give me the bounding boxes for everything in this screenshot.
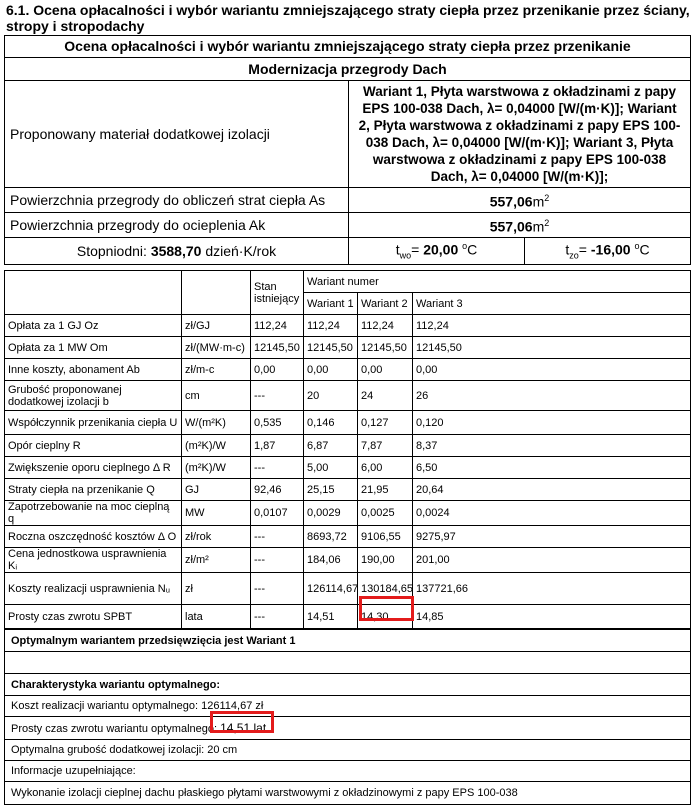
header-existing: Stan istniejący bbox=[251, 271, 304, 315]
row-unit: GJ bbox=[182, 479, 251, 501]
row-unit: MW bbox=[182, 501, 251, 526]
optimal-cost: Koszt realizacji wariantu optymalnego: 126114,67 zł bbox=[5, 696, 691, 717]
row-variant-1: 112,24 bbox=[304, 315, 358, 337]
row-variant-1: 184,06 bbox=[304, 548, 358, 573]
row-label: Zapotrzebowanie na moc cieplną q bbox=[5, 501, 182, 526]
row-unit: zł/GJ bbox=[182, 315, 251, 337]
row-variant-3: 0,00 bbox=[413, 359, 691, 381]
table-row bbox=[5, 605, 691, 629]
summary-table bbox=[4, 35, 691, 265]
row-variant-3: 137721,66 bbox=[413, 573, 691, 605]
row-variant-2: 24 bbox=[358, 381, 413, 411]
row-variant-2: 6,00 bbox=[358, 457, 413, 479]
row-existing: --- bbox=[251, 381, 304, 411]
row-existing: --- bbox=[251, 526, 304, 548]
row-variant-1: 126114,67 bbox=[304, 573, 358, 605]
row-variant-1: 0,00 bbox=[304, 359, 358, 381]
header-empty bbox=[5, 271, 182, 315]
row-label: Grubość proponowanej dodatkowej izolacji b bbox=[5, 381, 182, 411]
row-variant-1: 5,00 bbox=[304, 457, 358, 479]
material-label: Proponowany materiał dodatkowej izolacji bbox=[5, 81, 349, 188]
row-variant-1: 0,0029 bbox=[304, 501, 358, 526]
info-label: Informacje uzupełniające: bbox=[5, 761, 691, 782]
row-existing: 112,24 bbox=[251, 315, 304, 337]
highlight-optimal-payback bbox=[210, 711, 274, 733]
optimal-variant: Optymalnym wariantem przedsięwzięcia jest Wariant 1 bbox=[5, 630, 691, 652]
row-label: Cena jednostkowa usprawnienia Kᵢ bbox=[5, 548, 182, 573]
row-variant-2: 7,87 bbox=[358, 435, 413, 457]
result-table bbox=[4, 629, 691, 805]
table-row bbox=[5, 573, 691, 605]
row-unit: zł bbox=[182, 573, 251, 605]
temp-inside: $t_{wo}= 20,00$ $^o$C bbox=[349, 238, 525, 265]
table-row bbox=[5, 381, 691, 411]
row-variant-2: 0,127 bbox=[358, 411, 413, 435]
row-unit: zł/(MW·m-c) bbox=[182, 337, 251, 359]
table-row bbox=[5, 411, 691, 435]
area-as-value: $557,06m^2$ bbox=[349, 188, 691, 213]
row-variant-3: 9275,97 bbox=[413, 526, 691, 548]
row-label: Opór cieplny R bbox=[5, 435, 182, 457]
table-row bbox=[5, 359, 691, 381]
row-label: Inne koszty, abonament Ab bbox=[5, 359, 182, 381]
table-row bbox=[5, 548, 691, 573]
row-existing: 12145,50 bbox=[251, 337, 304, 359]
area-ak-value: $557,06m^2$ bbox=[349, 213, 691, 238]
row-unit: (m²K)/W bbox=[182, 435, 251, 457]
row-existing: --- bbox=[251, 573, 304, 605]
row-variant-3: 0,0024 bbox=[413, 501, 691, 526]
empty-row bbox=[5, 652, 691, 674]
section-heading: 6.1. Ocena opłacalności i wybór wariantu zmniejszającego straty ciepła przez przenikanie przez ściany, stropy i stropodachy bbox=[6, 2, 690, 34]
row-existing: 92,46 bbox=[251, 479, 304, 501]
highlight-variant2-spbt bbox=[359, 596, 414, 621]
table-row bbox=[5, 479, 691, 501]
row-existing: 0,535 bbox=[251, 411, 304, 435]
temp-outside: $t_{zo}= -16,00$ $^o$C bbox=[525, 238, 691, 265]
optimal-thickness: Optymalna grubość dodatkowej izolacji: 20 cm bbox=[5, 740, 691, 761]
row-unit: zł/m² bbox=[182, 548, 251, 573]
row-variant-2: 130184,65 bbox=[358, 573, 413, 605]
header-variant-2: Wariant 2 bbox=[358, 293, 413, 315]
row-variant-3: 6,50 bbox=[413, 457, 691, 479]
table-row bbox=[5, 457, 691, 479]
row-variant-1: 20 bbox=[304, 381, 358, 411]
payback-value: 14,51 lat bbox=[220, 721, 267, 735]
variants-table bbox=[4, 270, 691, 629]
char-title: Charakterystyka wariantu optymalnego: bbox=[5, 674, 691, 696]
row-variant-2: 112,24 bbox=[358, 315, 413, 337]
row-variant-1: 0,146 bbox=[304, 411, 358, 435]
row-variant-3: 0,120 bbox=[413, 411, 691, 435]
row-variant-2: 14,30 bbox=[358, 605, 413, 629]
row-label: Koszty realizacji usprawnienia Nᵤ bbox=[5, 573, 182, 605]
row-variant-3: 14,85 bbox=[413, 605, 691, 629]
row-variant-2: 9106,55 bbox=[358, 526, 413, 548]
row-variant-2: 21,95 bbox=[358, 479, 413, 501]
row-variant-2: 190,00 bbox=[358, 548, 413, 573]
header-variant: Wariant numer bbox=[304, 271, 691, 293]
row-variant-3: 20,64 bbox=[413, 479, 691, 501]
row-variant-1: 8693,72 bbox=[304, 526, 358, 548]
row-existing: 0,00 bbox=[251, 359, 304, 381]
row-existing: --- bbox=[251, 605, 304, 629]
row-variant-1: 25,15 bbox=[304, 479, 358, 501]
header-variant-1: Wariant 1 bbox=[304, 293, 358, 315]
area-ak-label: Powierzchnia przegrody do ocieplenia Ak bbox=[5, 213, 349, 238]
degree-days: Stopniodni: 3588,70 dzień·K/rok bbox=[5, 238, 349, 265]
row-label: Straty ciepła na przenikanie Q bbox=[5, 479, 182, 501]
row-existing: 1,87 bbox=[251, 435, 304, 457]
optimal-payback: Prosty czas zwrotu wariantu optymalnego: 14,51 lat bbox=[5, 717, 691, 740]
table-row bbox=[5, 435, 691, 457]
summary-subtitle: Modernizacja przegrody Dach bbox=[5, 58, 691, 81]
row-label: Współczynnik przenikania ciepła U bbox=[5, 411, 182, 435]
row-unit: lata bbox=[182, 605, 251, 629]
row-unit: cm bbox=[182, 381, 251, 411]
row-label: Opłata za 1 MW Om bbox=[5, 337, 182, 359]
row-existing: 0,0107 bbox=[251, 501, 304, 526]
row-label: Prosty czas zwrotu SPBT bbox=[5, 605, 182, 629]
row-variant-2: 0,0025 bbox=[358, 501, 413, 526]
row-variant-3: 12145,50 bbox=[413, 337, 691, 359]
row-variant-2: 12145,50 bbox=[358, 337, 413, 359]
row-unit: zł/rok bbox=[182, 526, 251, 548]
row-variant-3: 112,24 bbox=[413, 315, 691, 337]
area-as-label: Powierzchnia przegrody do obliczeń strat ciepła As bbox=[5, 188, 349, 213]
row-variant-3: 201,00 bbox=[413, 548, 691, 573]
row-variant-2: 0,00 bbox=[358, 359, 413, 381]
row-variant-1: 6,87 bbox=[304, 435, 358, 457]
row-variant-1: 14,51 bbox=[304, 605, 358, 629]
row-label: Roczna oszczędność kosztów Δ O bbox=[5, 526, 182, 548]
summary-title: Ocena opłacalności i wybór wariantu zmniejszającego straty ciepła przez przenikanie bbox=[5, 36, 691, 58]
row-variant-1: 12145,50 bbox=[304, 337, 358, 359]
table-row bbox=[5, 315, 691, 337]
row-existing: --- bbox=[251, 548, 304, 573]
row-unit: W/(m²K) bbox=[182, 411, 251, 435]
row-label: Opłata za 1 GJ Oz bbox=[5, 315, 182, 337]
table-row bbox=[5, 501, 691, 526]
info-text: Wykonanie izolacji cieplnej dachu płaskiego płytami warstwowymi z okładzinowymi z papy EPS 100-038 bbox=[5, 782, 691, 805]
table-row bbox=[5, 526, 691, 548]
header-variant-3: Wariant 3 bbox=[413, 293, 691, 315]
row-variant-3: 26 bbox=[413, 381, 691, 411]
row-unit: (m²K)/W bbox=[182, 457, 251, 479]
row-label: Zwiększenie oporu cieplnego Δ R bbox=[5, 457, 182, 479]
row-existing: --- bbox=[251, 457, 304, 479]
table-row bbox=[5, 337, 691, 359]
row-unit: zł/m-c bbox=[182, 359, 251, 381]
row-variant-3: 8,37 bbox=[413, 435, 691, 457]
header-unit-empty bbox=[182, 271, 251, 315]
material-value: Wariant 1, Płyta warstwowa z okładzinami z papy EPS 100-038 Dach, λ= 0,04000 [W/(m·K)]; Wariant 2, Płyta warstwowa z okładzinami z papy EPS 100-038 Dach, λ= 0,04000 [W/(m·K)]; Wariant 3, Płyta warstwowa z okładzinami z papy EPS 100-038 Dach, λ= 0,04000 [W/(m·K)]; bbox=[349, 81, 691, 188]
